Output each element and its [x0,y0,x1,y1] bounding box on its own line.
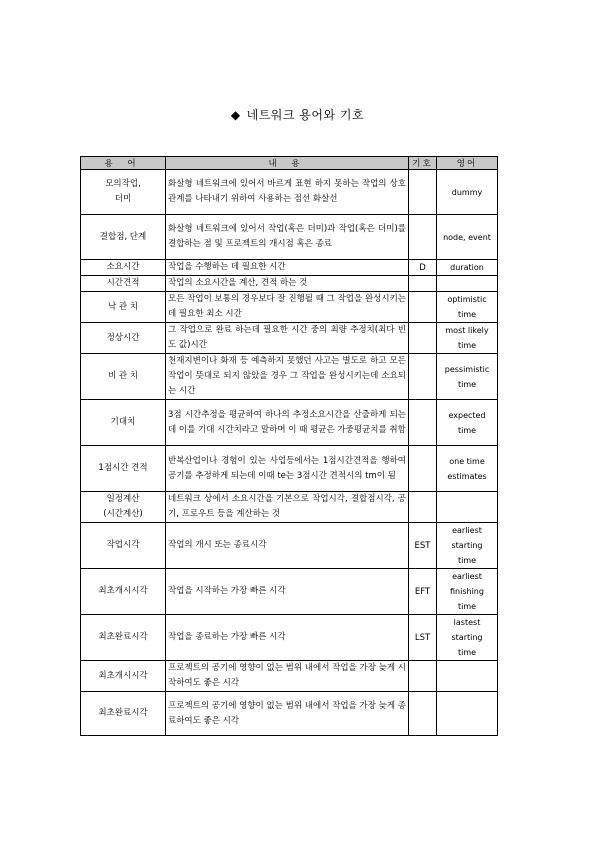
term-cell: 시간견적 [81,276,166,292]
english-cell: dummy [437,170,498,215]
term-cell: 결합점, 단계 [81,215,166,260]
table-row [81,170,498,215]
description-cell: 프로젝트의 공기에 영향이 없는 범위 내에서 작업을 가장 늦게 종료하여도 좋은 시각 [166,692,409,736]
term-cell: 비 관 치 [81,354,166,400]
table-row [81,446,498,492]
term-cell: 작업시각 [81,523,166,569]
table-row [81,400,498,446]
term-cell: 최초개시시각 [81,569,166,615]
english-cell: lastest starting time [437,615,498,661]
table-row [81,354,498,400]
symbol-cell [409,400,437,446]
symbol-cell [409,354,437,400]
description-cell: 프로젝트의 공기에 영향이 없는 범위 내에서 작업을 가장 늦게 시작하여도 좋은 시각 [166,661,409,692]
description-cell: 작업을 수행하는 데 필요한 시간 [166,260,409,276]
header-symbol: 기호 [409,157,437,170]
table-row [81,523,498,569]
page-title [0,106,595,123]
description-cell: 작업의 개시 또는 종료시각 [166,523,409,569]
header-english: 영어 [437,157,498,170]
symbol-cell [409,276,437,292]
table-row [81,492,498,523]
symbol-cell [409,446,437,492]
term-cell: 기대치 [81,400,166,446]
description-cell: 화살형 네트워크에 있어서 작업(혹은 더미)과 작업(혹은 더미)를 결합하는 점 및 프로젝트의 개시점 혹은 종료 [166,215,409,260]
term-cell: 모의작업, 더미 [81,170,166,215]
english-cell: optimistic time [437,292,498,323]
english-cell: duration [437,260,498,276]
symbol-cell: EFT [409,569,437,615]
table-row [81,215,498,260]
description-cell: 3점 시간추정을 평균하여 하나의 추정소요시간을 산출하게 되는데 이를 기대 시간치라고 말하며 이 때 평균은 가중평균치를 취함 [166,400,409,446]
description-cell: 천재지변이나 화재 등 예측하지 못했던 사고는 별도로 하고 모든 작업이 뜻대로 되지 않았을 경우 그 작업을 완성시키는데 소요되는 시간 [166,354,409,400]
table-row [81,276,498,292]
description-cell: 모든 작업이 보통의 경우보다 잘 진행될 때 그 작업을 완성시키는 데 필요한 최소 시간 [166,292,409,323]
table-row [81,323,498,354]
term-cell: 낙 관 치 [81,292,166,323]
table-header-row [81,157,498,170]
description-cell: 반복산업이나 경험이 있는 사업등에서는 1점시간견적을 행하여 공기를 추정하게 되는데 이때 te는 3점시간 견적시의 tm이 됨 [166,446,409,492]
header-content: 내 용 [166,157,409,170]
symbol-cell: EST [409,523,437,569]
table-row [81,661,498,692]
english-cell: node, event [437,215,498,260]
term-cell: 소요시간 [81,260,166,276]
table-row [81,292,498,323]
symbol-cell [409,692,437,736]
table-row [81,615,498,661]
table-row [81,569,498,615]
table-row [81,692,498,736]
symbol-cell [409,492,437,523]
description-cell: 작업의 소요시간을 계산, 견적 하는 것 [166,276,409,292]
symbol-cell [409,292,437,323]
description-cell: 화살형 네트워크에 있어서 바르게 표현 하지 못하는 작업의 상호관계를 나타내기 위하여 사용하는 점선 화살선 [166,170,409,215]
header-term: 용 어 [81,157,166,170]
symbol-cell [409,661,437,692]
symbol-cell [409,170,437,215]
title-text: 네트워크 용어와 기호 [246,108,365,122]
term-cell: 최초완료시각 [81,615,166,661]
symbol-cell: LST [409,615,437,661]
description-cell: 네트워크 상에서 소요시간을 기본으로 작업시각, 결합점시각, 공기, 프로우트 등을 계산하는 것 [166,492,409,523]
symbol-cell [409,323,437,354]
english-cell: expected time [437,400,498,446]
english-cell: earliest finishing time [437,569,498,615]
english-cell [437,692,498,736]
description-cell: 그 작업으로 완료 하는데 필요한 시간 중의 최량 추정치(최다 빈도 값)시간 [166,323,409,354]
symbol-cell [409,215,437,260]
description-cell: 작업을 종료하는 가장 빠른 시각 [166,615,409,661]
table-row [81,260,498,276]
terms-table [80,156,498,736]
diamond-bullet-icon: ◆ [230,108,241,122]
symbol-cell: D [409,260,437,276]
english-cell [437,661,498,692]
english-cell [437,276,498,292]
term-cell: 최초완료시각 [81,692,166,736]
term-cell: 정상시간 [81,323,166,354]
table-body [81,170,498,736]
term-cell: 일정계산 (시간계산) [81,492,166,523]
term-cell: 최초개시시각 [81,661,166,692]
english-cell [437,492,498,523]
term-cell: 1점시간 견적 [81,446,166,492]
english-cell: pessimistic time [437,354,498,400]
english-cell: earliest starting time [437,523,498,569]
english-cell: most likely time [437,323,498,354]
english-cell: one time estimates [437,446,498,492]
description-cell: 작업을 시작하는 가장 빠른 시각 [166,569,409,615]
